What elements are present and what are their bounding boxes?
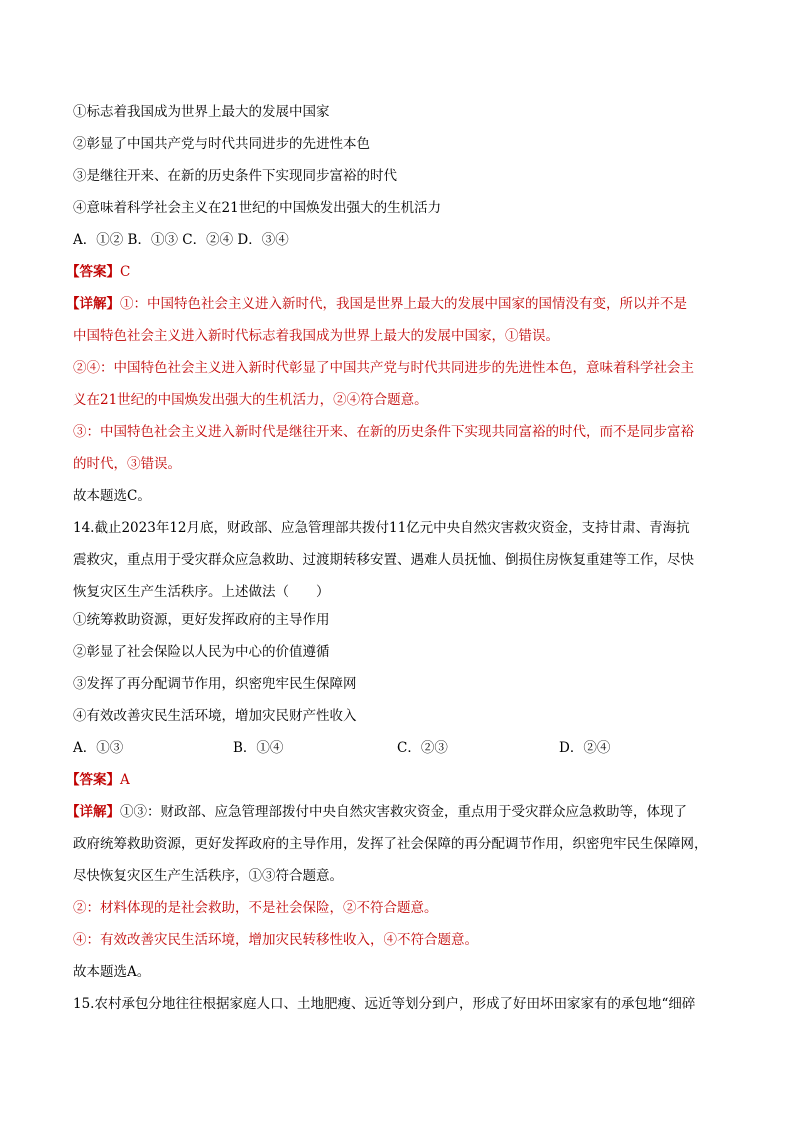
answer-label: 【答案】 [66,264,120,280]
q13-choices: A．①② B．①③ C．②④ D．③④ [73,232,289,248]
q13-option-1: ①标志着我国成为世界上最大的发展中国家 [73,104,330,120]
q13-conclusion: 故本题选C。 [73,488,151,504]
q14-detail-line-5: ④：有效改善灾民生活环境，增加灾民转移性收入，④不符合题意。 [73,932,478,948]
q14-option-1: ①统筹救助资源，更好发挥政府的主导作用 [73,612,330,628]
q15-stem-line-1: 15.农村承包分地往往根据家庭人口、土地肥瘦、远近等划分到户，形成了好田坏田家家有的承包地“细碎 [73,996,696,1012]
q14-detail-line-3: 尽快恢复灾区生产生活秩序，①③符合题意。 [73,868,343,884]
q13-detail-line-1 [66,294,726,314]
q14-option-2: ②彰显了社会保险以人民为中心的价值遵循 [73,644,330,660]
q14-detail-line-4: ②：材料体现的是社会救助，不是社会保险，②不符合题意。 [73,900,438,916]
q13-answer [66,262,726,282]
detail-text: ①③：财政部、应急管理部拨付中央自然灾害救灾资金，重点用于受灾群众应急救助等，体现了 [120,804,687,820]
q13-option-4: ④意味着科学社会主义在21世纪的中国焕发出强大的生机活力 [73,200,442,216]
q14-stem-line-2: 震救灾，重点用于受灾群众应急救助、过渡期转移安置、遇难人员抚恤、倒损住房恢复重建等工作，尽快 [73,552,694,568]
choice-d: D．②④ [559,740,611,756]
q13-option-2: ②彰显了中国共产党与时代共同进步的先进性本色 [73,136,370,152]
q14-detail-line-1 [66,802,726,822]
q13-detail-line-4: 义在21世纪的中国焕发出强大的生机活力，②④符合题意。 [73,392,428,408]
q14-option-3: ③发挥了再分配调节作用，织密兜牢民生保障网 [73,676,357,692]
choice-c: C．②③ [397,740,448,756]
choice-b: B．①④ [233,740,284,756]
q13-detail-line-3: ②④：中国特色社会主义进入新时代彰显了中国共产党与时代共同进步的先进性本色，意味着科学社会主 [73,360,694,376]
q13-option-3: ③是继往开来、在新的历史条件下实现同步富裕的时代 [73,168,397,184]
q13-detail-line-5: ③：中国特色社会主义进入新时代是继往开来、在新的历史条件下实现共同富裕的时代，而不是同步富裕 [73,424,694,440]
q14-conclusion: 故本题选A。 [73,964,151,980]
q14-detail-line-2: 政府统筹救助资源，更好发挥政府的主导作用，发挥了社会保障的再分配调节作用，织密兜牢民生保障网， [73,836,708,852]
detail-label: 【详解】 [66,804,120,820]
q13-detail-line-6: 的时代，③错误。 [73,456,181,472]
detail-text: ①：中国特色社会主义进入新时代，我国是世界上最大的发展中国家的国情没有变，所以并不是 [120,296,687,312]
detail-label: 【详解】 [66,296,120,312]
answer-value: C [120,264,131,280]
answer-label: 【答案】 [66,772,120,788]
answer-value: A [120,772,130,788]
q14-stem-line-1: 14.截止2023年12月底，财政部、应急管理部共拨付11亿元中央自然灾害救灾资金，支持甘肃、青海抗 [73,520,690,536]
q13-detail-line-2: 中国特色社会主义进入新时代标志着我国成为世界上最大的发展中国家，①错误。 [73,328,559,344]
q14-option-4: ④有效改善灾民生活环境，增加灾民财产性收入 [73,708,357,724]
q14-stem-line-3: 恢复灾区生产生活秩序。上述做法（ ） [73,584,330,600]
q14-answer [66,770,726,790]
choice-a: A．①③ [73,740,124,756]
